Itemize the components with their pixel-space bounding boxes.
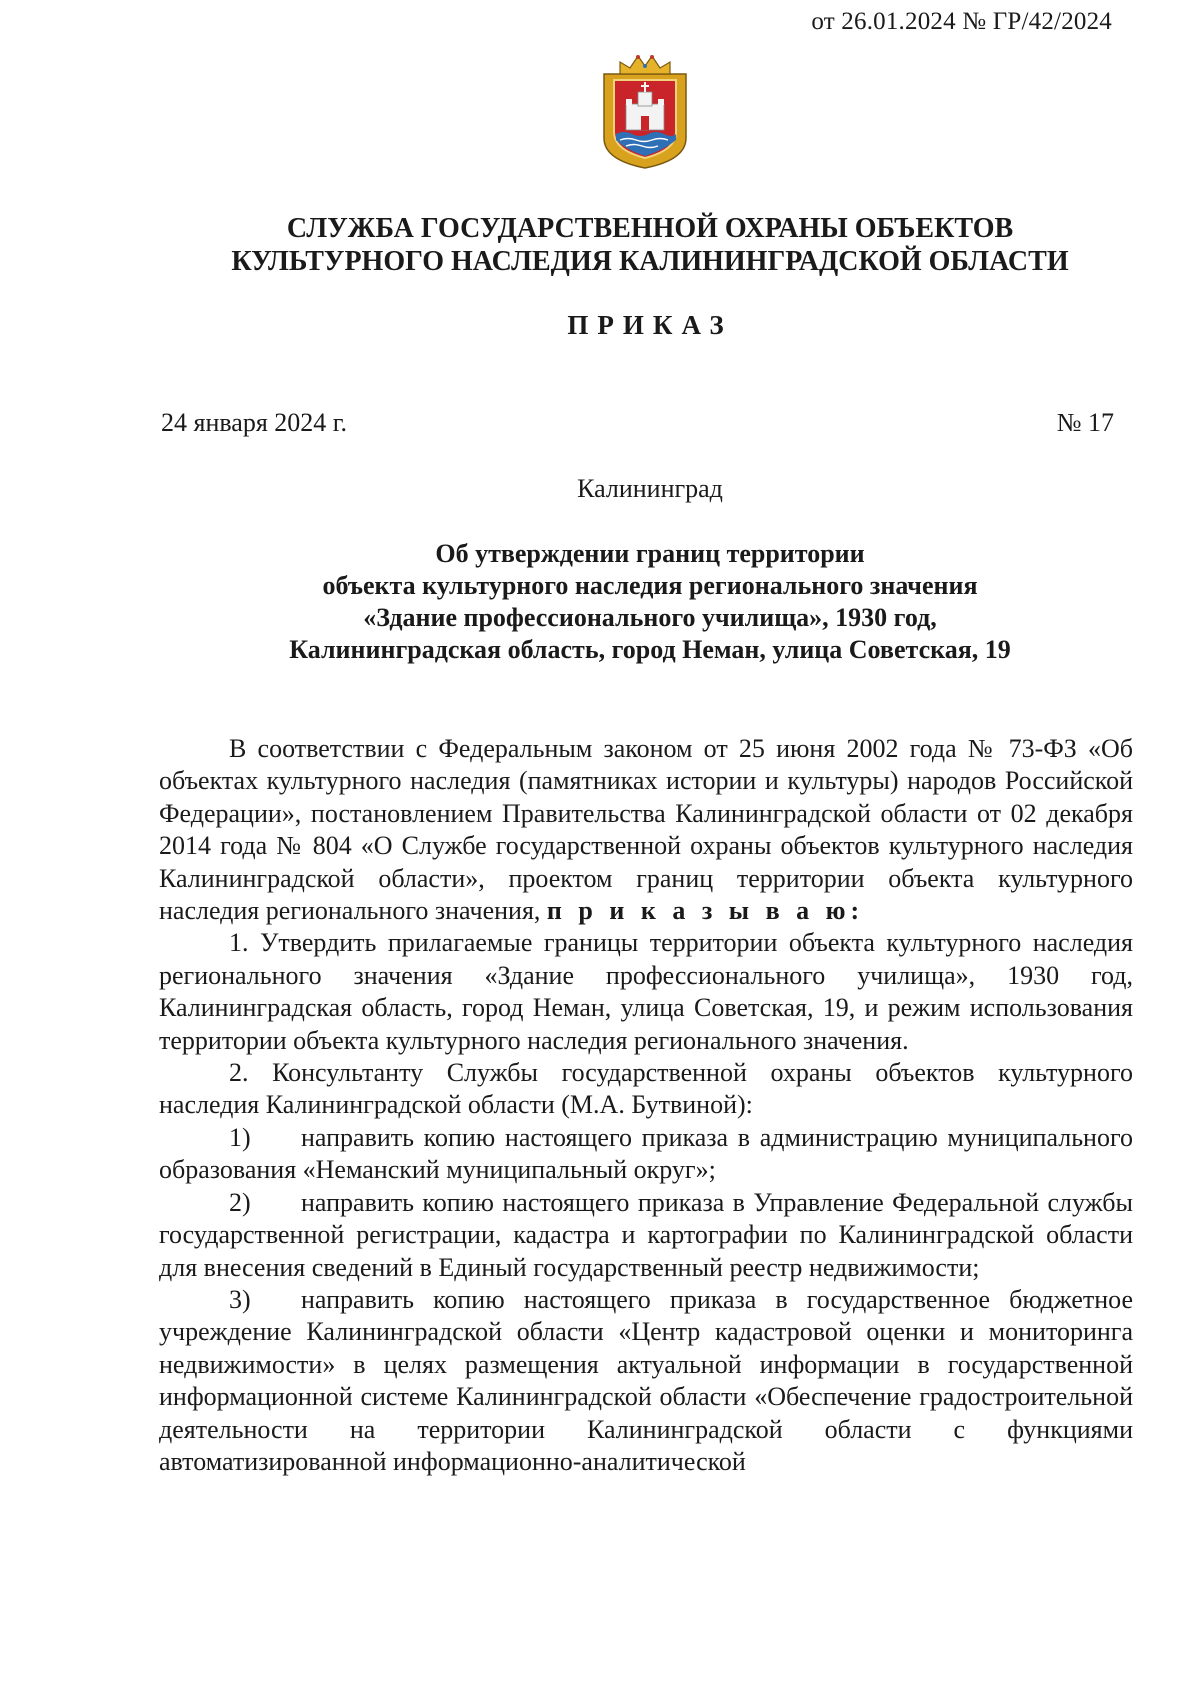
document-date: 24 января 2024 г. (161, 408, 348, 437)
item-2: 2. Консультанту Службы государственной охраны объектов культурного наследия Калининградской области (М.А. Бутвиной): (159, 1058, 1133, 1120)
subitem-3 (159, 1284, 1133, 1478)
subject-line4: Калининградская область, город Неман, улица Советская, 19 (289, 635, 1011, 664)
subitem-1-number: 1) (229, 1122, 251, 1152)
subitem-3-text: направить копию настоящего приказа в государственное бюджетное учреждение Калининградской области «Центр кадастровой оценки и мониторинга недвижимости» в целях размещения актуальной информации в государственной информационной системе Калининградской области «Обеспечение градостроительной деятельности на территории Калининградской области с функциями автоматизированной информационно-аналитической (159, 1284, 1133, 1476)
subitem-2-text: направить копию настоящего приказа в Управление Федеральной службы государственной регистрации, кадастра и картографии по Калининградской области для внесения сведений в Единый государственный реестр недвижимости; (159, 1187, 1133, 1282)
organization-name (150, 212, 1150, 278)
subject-line1: Об утверждении границ территории (435, 539, 865, 568)
subitem-2 (159, 1187, 1133, 1284)
document-body (159, 733, 1133, 1478)
item-1: 1. Утвердить прилагаемые границы территории объекта культурного наследия регионального значения «Здание профессионального училища», 1930 год, Калининградская область, город Неман, улица Советская, 19, и режим использования территории объекта культурного наследия регионального значения. (159, 928, 1133, 1055)
subitem-1-text: направить копию настоящего приказа в администрацию муниципального образования «Неманский муниципальный округ»; (159, 1122, 1133, 1185)
document-subject (150, 538, 1150, 666)
organization-name-line1: СЛУЖБА ГОСУДАРСТВЕННОЙ ОХРАНЫ ОБЪЕКТОВ (286, 213, 1014, 244)
document-type: ПРИКАЗ (567, 310, 733, 340)
preamble-paragraph (159, 733, 1133, 927)
registration-stamp: от 26.01.2024 № ГР/42/2024 (811, 8, 1112, 35)
subitem-3-number: 3) (229, 1284, 251, 1314)
subitem-2-number: 2) (229, 1187, 251, 1217)
organization-name-line2: КУЛЬТУРНОГО НАСЛЕДИЯ КАЛИНИНГРАДСКОЙ ОБЛАСТИ (231, 246, 1069, 277)
subitem-1 (159, 1122, 1133, 1187)
subject-line2: объекта культурного наследия регионального значения (322, 571, 978, 600)
document-city: Калининград (577, 474, 723, 503)
subject-line3: «Здание профессионального училища», 1930 год, (363, 603, 937, 632)
preamble-text: В соответствии с Федеральным законом от 25 июня 2002 года № 73-ФЗ «Об объектах культурного наследия (памятниках истории и культуры) народов Российской Федерации», постановлением Правительства Калининградской области от 02 декабря 2014 года № 804 «О Службе государственной охраны объектов культурного наследия Калининградской области», проектом границ территории объекта культурного наследия регионального значения, (159, 734, 1133, 926)
kaliningrad-coat-of-arms-icon (598, 52, 692, 170)
order-word: п р и к а з ы в а ю: (546, 896, 865, 926)
document-number: № 17 (1056, 408, 1114, 437)
